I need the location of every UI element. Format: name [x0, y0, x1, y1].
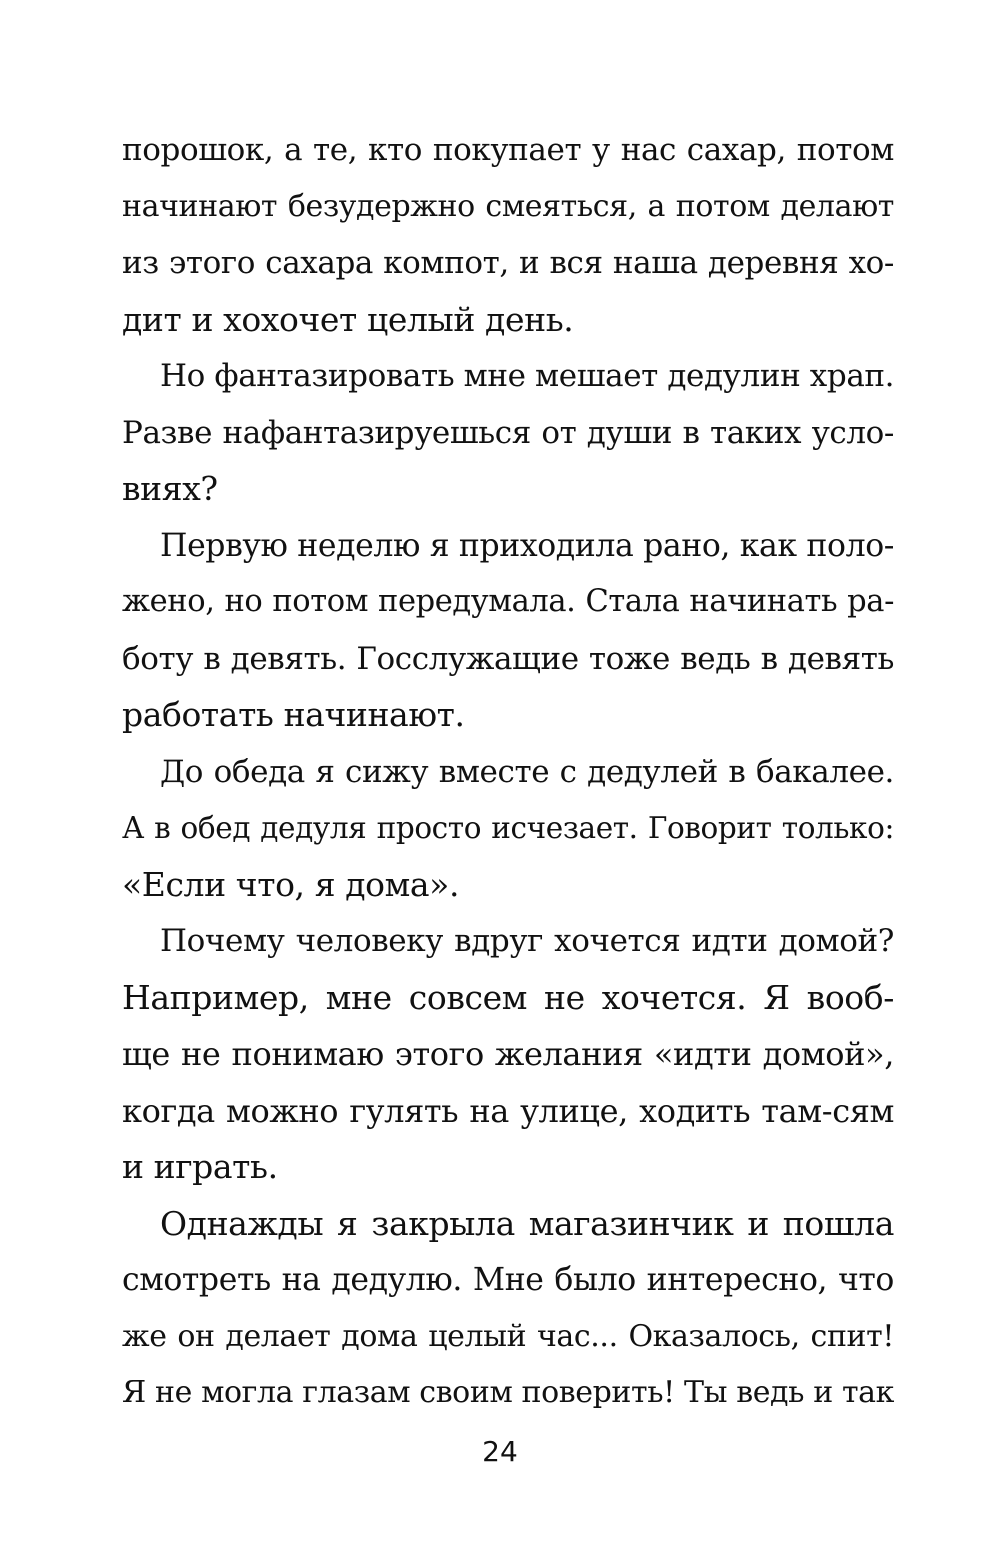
paragraph-1 — [122, 122, 894, 348]
text-line: Я не могла глазам своим поверить! Ты ведь и так — [122, 1375, 894, 1410]
text-line: жено, но потом передумала. Стала начинать ра- — [122, 584, 894, 619]
text-line: смотреть на дедулю. Мне было интересно, что — [122, 1262, 894, 1298]
text-line: Первую неделю я приходила рано, как поло- — [160, 527, 894, 564]
text-line: Разве нафантазируешься от души в таких усло- — [122, 414, 894, 451]
text-line: боту в девять. Госслужащие тоже ведь в девять — [122, 640, 894, 677]
text-line: работать начинают. — [122, 695, 465, 734]
text-line: порошок, а те, кто покупает у нас сахар, потом — [122, 132, 894, 168]
text-line: и играть. — [122, 1147, 278, 1186]
text-line: Но фантазировать мне мешает дедулин храп. — [160, 358, 895, 394]
text-line: Например, мне совсем не хочется. Я вооб- — [122, 977, 894, 1017]
text-line: Однажды я закрыла магазинчик и пошла — [160, 1203, 894, 1243]
page-number: 24 — [482, 1435, 518, 1468]
paragraph-5 — [122, 913, 894, 1196]
body-text — [122, 122, 894, 1422]
text-line: «Если что, я дома». — [122, 864, 460, 904]
paragraph-4 — [122, 744, 894, 914]
text-line: Почему человеку вдруг хочется идти домой? — [160, 923, 894, 959]
text-line: ще не понимаю этого желания «идти домой», — [122, 1035, 894, 1073]
text-line: начинают безудержно смеяться, а потом делают — [122, 188, 894, 224]
text-line: дит и хохочет целый день. — [122, 299, 574, 339]
text-line: А в обед дедуля просто исчезает. Говорит только: — [122, 811, 894, 845]
paragraph-3 — [122, 518, 894, 744]
text-line: же он делает дома целый час... Оказалось, спит! — [122, 1318, 894, 1354]
text-line: До обеда я сижу вместе с дедулей в бакалее. — [160, 753, 894, 790]
text-line: из этого сахара компот, и вся наша деревня хо- — [122, 245, 894, 281]
text-line: когда можно гулять на улице, ходить там-сям — [122, 1091, 894, 1130]
paragraph-6 — [122, 1196, 894, 1422]
text-line: виях? — [122, 469, 218, 508]
paragraph-2 — [122, 348, 894, 518]
